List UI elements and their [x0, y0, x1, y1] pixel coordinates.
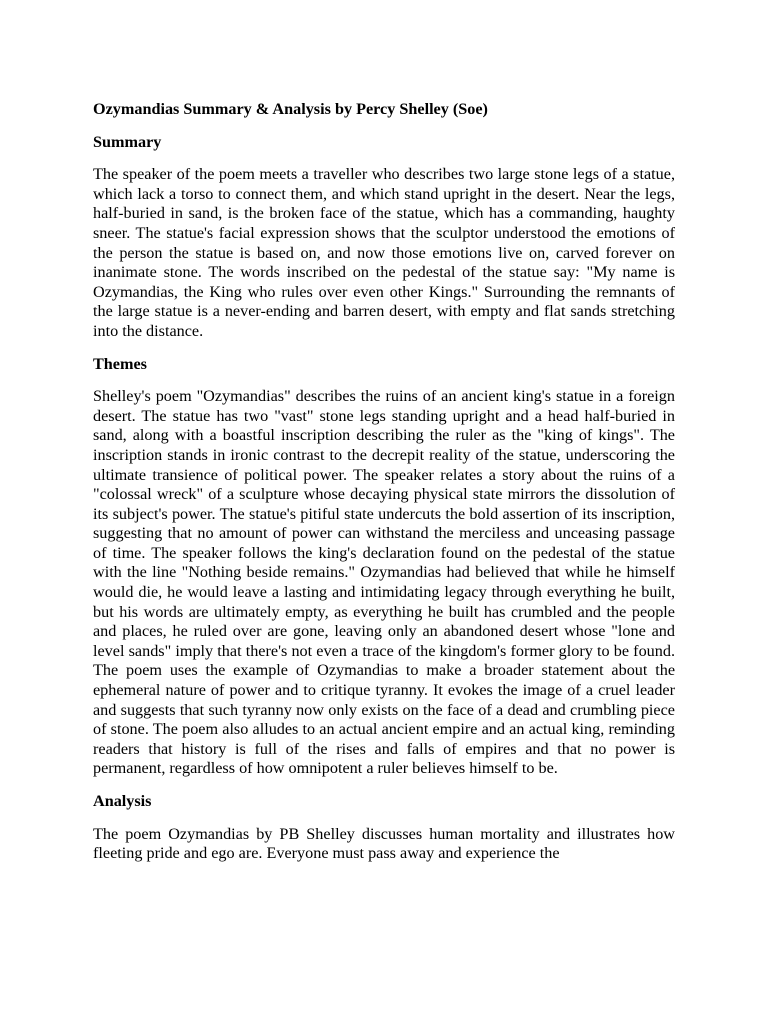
section-analysis: [93, 792, 675, 864]
section-heading-summary: Summary: [93, 132, 162, 151]
section-summary: [93, 133, 675, 342]
themes-paragraph: Shelley's poem "Ozymandias" describes the ruins of an ancient king's statue in a foreign desert. The statue has two "vast" stone legs standing upright and a head half-buried in sand, along with a boastful inscription describing the ruler as the "king of kings". The inscription stands in ironic contrast to the decrepit reality of the statue, underscoring the ultimate transience of political power. The speaker relates a story about the ruins of a "colossal wreck" of a sculpture whose decaying physical state mirrors the dissolution of its subject's power. The statue's pitiful state undercuts the bold assertion of its inscription, suggesting that no amount of power can withstand the merciless and unceasing passage of time. The speaker follows the king's declaration found on the pedestal of the statue with the line "Nothing beside remains." Ozymandias had believed that while he himself would die, he would leave a lasting and intimidating legacy through everything he built, but his words are ultimately empty, as everything he built has crumbled and the people and places, he ruled over are gone, leaving only an abandoned desert whose "lone and level sands" imply that there's not even a trace of the kingdom's former glory to be found. The poem uses the example of Ozymandias to make a broader statement about the ephemeral nature of power and to critique tyranny. It evokes the image of a cruel leader and suggests that such tyranny now only exists on the face of a dead and crumbling piece of stone. The poem also alludes to an actual ancient empire and an actual king, reminding readers that history is full of the rises and falls of empires and that no power is permanent, regardless of how omnipotent a ruler believes himself to be.: [93, 387, 675, 778]
section-themes: [93, 355, 675, 779]
analysis-paragraph: The poem Ozymandias by PB Shelley discusses human mortality and illustrates how fleeting pride and ego are. Everyone must pass away and experience the: [93, 824, 675, 863]
document-page: [93, 100, 675, 877]
summary-paragraph: The speaker of the poem meets a traveller who describes two large stone legs of a statue, which lack a torso to connect them, and which stand upright in the desert. Near the legs, half-buried in sand, is the broken face of the statue, which has a commanding, haughty sneer. The statue's facial expression shows that the sculptor understood the emotions of the person the statue is based on, and now those emotions live on, carved forever on inanimate stone. The words inscribed on the pedestal of the statue say: "My name is Ozymandias, the King who rules over even other Kings." Surrounding the remnants of the large statue is a never-ending and barren desert, with empty and flat sands stretching into the distance.: [93, 165, 675, 340]
section-heading-analysis: Analysis: [93, 792, 152, 810]
section-heading-themes: Themes: [93, 354, 147, 373]
document-title: Ozymandias Summary & Analysis by Percy Shelley (Soe): [93, 100, 488, 118]
